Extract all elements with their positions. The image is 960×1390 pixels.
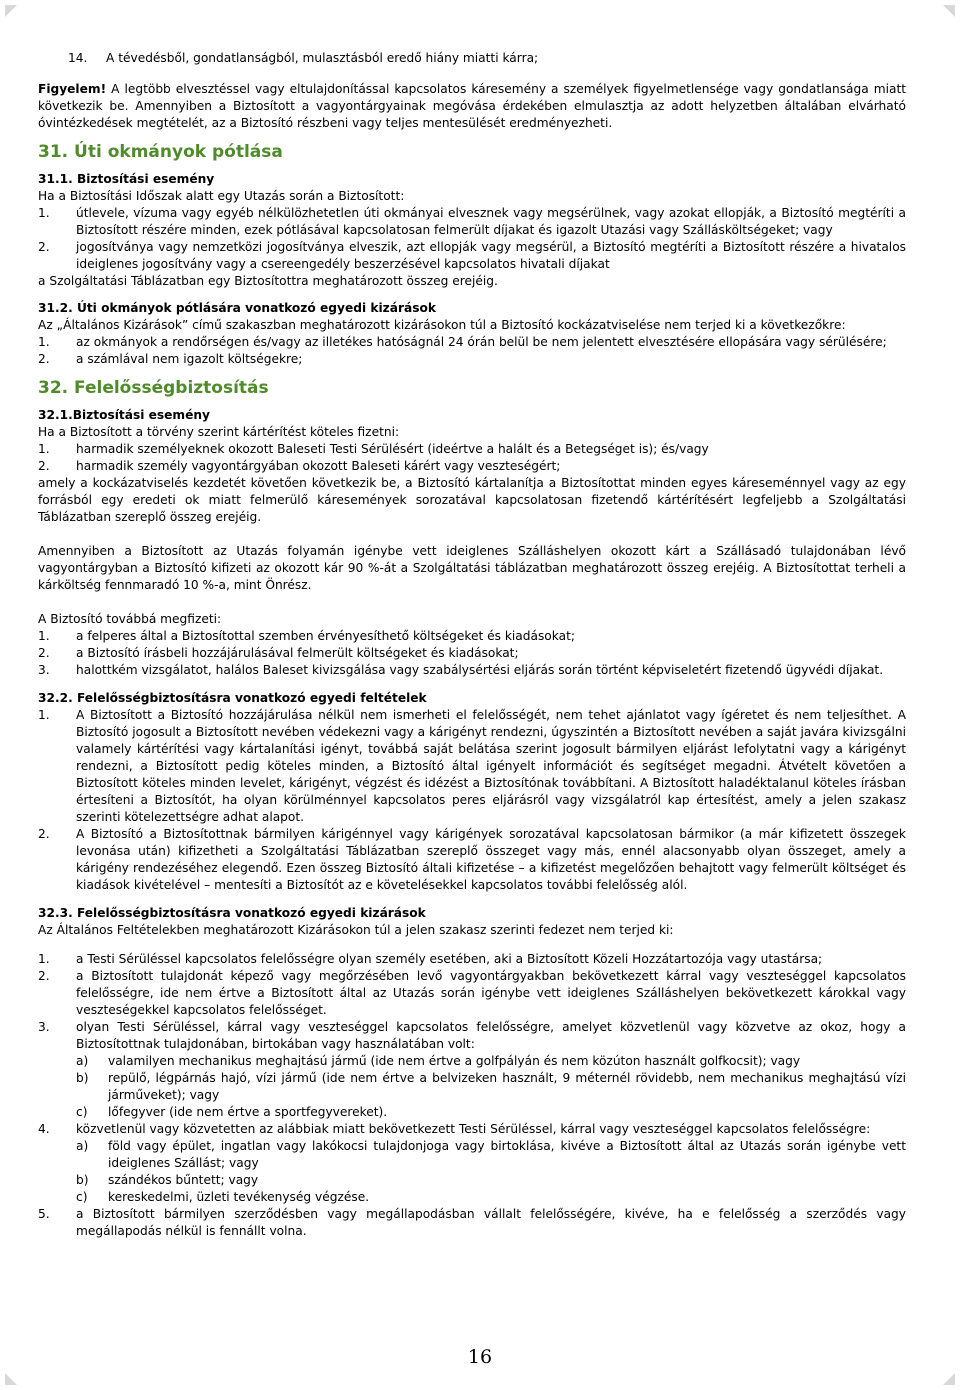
list-text: a Biztosító írásbeli hozzájárulásával felmerült költségeket és kiadásokat; xyxy=(76,646,519,660)
warning-text: A legtöbb elvesztéssel vagy eltulajdonítással kapcsolatos káresemény a személyek figyelmetlensége vagy gondatlansága miatt következik be. Amennyiben a Biztosított a vagyontárgyainak megóvása érdekében elmulasztja az adott helyzetben általában elvárható óvintézkedések megtételét, az a Biztosító részbeni vagy teljes mentesülését eredményezheti. xyxy=(38,82,906,130)
list-item xyxy=(38,239,906,273)
page-number: 16 xyxy=(467,1346,493,1368)
list-item xyxy=(38,951,906,968)
sub-list-text: repülő, légpárnás hajó, vízi jármű (ide nem értve a belvizeken használt, 9 méternél rövidebb, nem mechanikus meghajtású vízi járműveket); vagy xyxy=(108,1071,906,1102)
list-text: halottkém vizsgálatot, halálos Baleset kivizsgálása vagy szabálysértési eljárás során történt képviseletért fizetendő ügyvédi díjakat. xyxy=(76,663,884,677)
list-item xyxy=(38,645,906,662)
list-number: 2. xyxy=(38,646,50,660)
list-item xyxy=(38,205,906,239)
list-text: harmadik személyeknek okozott Baleseti Testi Sérülésért (ideértve a halált és a Betegséget is); és/vagy xyxy=(76,442,709,456)
list-number: 2. xyxy=(38,459,50,473)
list-number: 2. xyxy=(38,969,50,983)
list-text: az okmányok a rendőrségen és/vagy az illetékes hatóságnál 24 órán belül be nem jelentett elvesztésére ellopására vagy sérülésére; xyxy=(76,335,887,349)
list-text: jogosítványa vagy nemzetközi jogosítványa elveszik, azt ellopják vagy megsérül, a Biztosító megtéríti a Biztosított részére a hivatalos ideiglenes jogosítvány vagy a csereengedély beszerzésével kapcsolatos hivatali díjakat xyxy=(76,240,906,271)
sub-list-text: föld vagy épület, ingatlan vagy lakókocsi tulajdonjoga vagy birtoklása, kivéve a Biztosított által az Utazás során igénybe vett ideiglenes Szállást; vagy xyxy=(108,1139,906,1170)
corner-mark-top-right xyxy=(942,4,956,18)
paragraph: Az „Általános Kizárások” című szakaszban meghatározott kizárásokon túl a Biztosító kockázatviselése nem terjed ki a következőkre: xyxy=(38,318,846,332)
sub-list-letter: c) xyxy=(76,1190,88,1204)
list-item xyxy=(38,458,906,475)
sub-list-item xyxy=(38,1189,906,1206)
sub-list-item xyxy=(38,1138,906,1172)
paragraph: amely a kockázatviselés kezdetét követően következik be, a Biztosító kártalanítja a Biztosítottat minden egyes káreseménnyel vagy az egy forrásból egy eredeti ok miatt felmerülő káresemények sorozatával kapcsolatosan fizetendő kártérítésért legfeljebb a Szolgáltatási Táblázatban szereplő összeg erejéig. xyxy=(38,476,906,524)
list-item xyxy=(38,334,906,351)
list-text: A tévedésből, gondatlanságból, mulasztásból eredő hiány miatti kárra; xyxy=(106,51,539,65)
section-heading-31: 31. Úti okmányok pótlása xyxy=(38,142,283,162)
sub-list-text: szándékos bűntett; vagy xyxy=(108,1173,259,1187)
list-item xyxy=(38,441,906,458)
list-number: 2. xyxy=(38,352,50,366)
page-content xyxy=(38,50,906,1240)
list-number: 14. xyxy=(68,51,88,65)
sub-list-letter: b) xyxy=(76,1173,89,1187)
list-text: útlevele, vízuma vagy egyéb nélkülözhetetlen úti okmányai elvesznek vagy megsérülnek, vagy azokat ellopják, a Biztosító megtéríti a Biztosított részére minden, ezek pótlásával kapcsolatosan felmerült díjakat és igazolt Utazási vagy Szállásköltségeket; vagy xyxy=(76,206,906,237)
list-item xyxy=(38,662,906,679)
warning-paragraph xyxy=(38,81,906,132)
list-item xyxy=(38,628,906,645)
subheading-32-3: 32.3. Felelősségbiztosításra vonatkozó egyedi kizárások xyxy=(38,906,426,920)
list-item xyxy=(38,50,906,67)
list-number: 1. xyxy=(38,442,50,456)
corner-mark-bottom-right xyxy=(942,1372,956,1386)
subheading-32-2: 32.2. Felelősségbiztosításra vonatkozó egyedi feltételek xyxy=(38,691,427,705)
list-text: harmadik személy vagyontárgyában okozott Baleseti kárért vagy veszteségért; xyxy=(76,459,561,473)
list-number: 1. xyxy=(38,708,50,722)
list-item xyxy=(38,707,906,826)
list-item xyxy=(38,1206,906,1240)
sub-list-text: kereskedelmi, üzleti tevékenység végzése. xyxy=(108,1190,370,1204)
list-number: 4. xyxy=(38,1122,50,1136)
list-number: 5. xyxy=(38,1207,50,1221)
subheading-32-1: 32.1.Biztosítási esemény xyxy=(38,408,210,422)
sub-list-text: valamilyen mechanikus meghajtású jármű (ide nem értve a golfpályán és nem közúton használt golfkocsit); vagy xyxy=(108,1054,801,1068)
list-text: a számlával nem igazolt költségekre; xyxy=(76,352,303,366)
sub-list-item xyxy=(38,1104,906,1121)
list-item xyxy=(38,1121,906,1138)
list-item xyxy=(38,1019,906,1053)
list-number: 3. xyxy=(38,1020,50,1034)
list-text: a Biztosított bármilyen szerződésben vagy megállapodásban vállalt felelősségére, kivéve, ha e felelősség a szerződés vagy megállapodás nélkül is fennállt volna. xyxy=(76,1207,906,1238)
subheading-31-2: 31.2. Úti okmányok pótlására vonatkozó egyedi kizárások xyxy=(38,301,436,315)
sub-list-letter: a) xyxy=(76,1139,89,1153)
section-heading-32: 32. Felelősségbiztosítás xyxy=(38,378,269,398)
list-text: a Biztosított tulajdonát képező vagy megőrzésében levő vagyontárgyakban bekövetkezett kárral vagy veszteséggel kapcsolatos felelősségre, ide nem értve a Biztosított által az Utazás során igénybe vett ideiglenes Szálláshelyen bekövetkezett károkkal vagy veszteségekkel kapcsolatos felelősséget. xyxy=(76,969,906,1017)
list-text: A Biztosító a Biztosítottnak bármilyen kárigénnyel vagy kárigények sorozatával kapcsolatosan bármikor (a már kifizetett összegek levonása után) kifizetheti a Szolgáltatási Táblázatban szereplő összeget vagy más, ennél alacsonyabb olyan összeget, amely a kárigény rendezéséhez elegendő. Ezen összeg Biztosító általi kifizetése – a kifizetést megelőzően behajtott vagy felmerült költséget és kiadások kivételével – mentesíti a Biztosítót az e követelésekkel kapcsolatos további felelősség alól. xyxy=(76,827,906,892)
list-text: a Testi Sérüléssel kapcsolatos felelősségre olyan személy esetében, aki a Biztosított Közeli Hozzátartozója vagy utastársa; xyxy=(76,952,823,966)
list-number: 1. xyxy=(38,952,50,966)
list-number: 2. xyxy=(38,827,50,841)
paragraph: Ha a Biztosított a törvény szerint kártérítést köteles fizetni: xyxy=(38,425,400,439)
sub-list-letter: c) xyxy=(76,1105,88,1119)
list-item xyxy=(38,826,906,894)
sub-list-item xyxy=(38,1070,906,1104)
sub-list-item xyxy=(38,1053,906,1070)
list-text: a felperes által a Biztosítottal szemben érvényesíthető költségeket és kiadásokat; xyxy=(76,629,575,643)
list-number: 1. xyxy=(38,206,50,220)
subheading-31-1: 31.1. Biztosítási esemény xyxy=(38,172,215,186)
list-item xyxy=(38,351,906,368)
paragraph: Ha a Biztosítási Időszak alatt egy Utazás során a Biztosított: xyxy=(38,189,405,203)
list-text: olyan Testi Sérüléssel, kárral vagy veszteséggel kapcsolatos felelősségre, amelyet közvetlenül vagy közvetve az okoz, hogy a Biztosítottnak tulajdonában, birtokában vagy használatában volt: xyxy=(76,1020,906,1051)
sub-list-letter: a) xyxy=(76,1054,89,1068)
corner-mark-top-left xyxy=(4,4,18,18)
paragraph: Amennyiben a Biztosított az Utazás folyamán igénybe vett ideiglenes Szálláshelyen okozott kárt a Szállásadó tulajdonában lévő vagyontárgyban a Biztosító kifizeti az okozott kár 90 %-át a Szolgáltatási táblázatban meghatározott összeg erejéig. A Biztosítottat terheli a kárköltség fennmaradó 10 %-a, mint Önrész. xyxy=(38,544,906,592)
sub-list-letter: b) xyxy=(76,1071,89,1085)
paragraph: Az Általános Feltételekben meghatározott Kizárásokon túl a jelen szakasz szerinti fedezet nem terjed ki: xyxy=(38,923,674,937)
list-number: 3. xyxy=(38,663,50,677)
list-text: közvetlenül vagy közvetetten az alábbiak miatt bekövetkezett Testi Sérüléssel, kárral vagy veszteséggel kapcsolatos felelősségre: xyxy=(76,1122,871,1136)
sub-list-item xyxy=(38,1172,906,1189)
paragraph: A Biztosító továbbá megfizeti: xyxy=(38,612,222,626)
list-number: 2. xyxy=(38,240,50,254)
warning-label: Figyelem! xyxy=(38,82,107,96)
paragraph: a Szolgáltatási Táblázatban egy Biztosítottra meghatározott összeg erejéig. xyxy=(38,274,498,288)
list-number: 1. xyxy=(38,335,50,349)
corner-mark-bottom-left xyxy=(4,1372,18,1386)
list-number: 1. xyxy=(38,629,50,643)
list-text: A Biztosított a Biztosító hozzájárulása nélkül nem ismerheti el felelősségét, nem tehet ajánlatot vagy ígéretet és nem teljesíthet. A Biztosító jogosult a Biztosított nevében védekezni vagy a kárigényt rendezni, úgyszintén a Biztosított nevében a saját javára kivizsgálni valamely kártérítési vagy kártalanítási igényt, továbbá saját belátása szerint jogosult bármilyen eljárást lefolytatni vagy a kárigényt rendezni, a Biztosított pedig köteles minden, a Biztosító által igényelt információt és segítséget megadni. Átvételt követően a Biztosított köteles minden levelet, kárigényt, végzést és idézést a Biztosítónak továbbítani. A Biztosított haladéktalanul köteles írásban értesíteni a Biztosítót, ha olyan körülménnyel kapcsolatos peres eljárásról vagy vizsgálatról kap értesítést, amely a jelen szakasz szerinti kötelezettségre adhat alapot. xyxy=(76,708,906,824)
sub-list-text: lőfegyver (ide nem értve a sportfegyvereket). xyxy=(108,1105,388,1119)
list-item xyxy=(38,968,906,1019)
